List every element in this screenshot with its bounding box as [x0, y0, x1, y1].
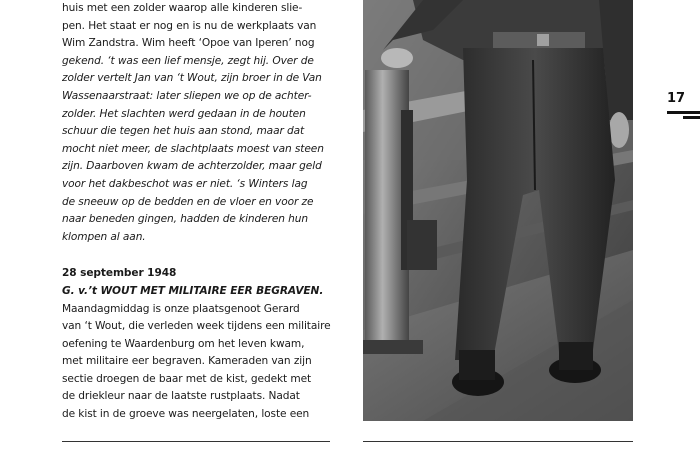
article-headline: G. v.’t WOUT MET MILITAIRE EER BEGRAVEN.	[62, 284, 324, 297]
text-line: Wim Zandstra. Wim heeft ‘Opoe van Iperen’ nog	[62, 37, 315, 50]
text-line-italic: zolder. Het slachten werd gedaan in de houten	[62, 107, 306, 120]
text-line-italic: zolder vertelt Jan van ‘t Wout, zijn broer in de Van	[62, 72, 322, 85]
text-line-italic: zijn. Daarboven kwam de achterzolder, maar geld	[62, 160, 322, 173]
text-line	[62, 211, 334, 229]
text-line	[62, 176, 334, 194]
paragraph-1	[62, 0, 334, 246]
text-line-italic: naar beneden gingen, hadden de kinderen hun	[62, 213, 308, 226]
text-line-italic: mocht niet meer, de slachtplaats moest van steen	[62, 142, 324, 155]
text-line: met militaire eer begraven. Kameraden van zijn	[62, 355, 312, 368]
text-line: sectie droegen de baar met de kist, gedekt met	[62, 372, 312, 385]
text-line: de kist in de groeve was neergelaten, loste een	[62, 408, 310, 421]
text-line	[62, 158, 334, 176]
text-line	[62, 194, 334, 212]
left-column-rule	[62, 441, 330, 442]
text-line: van ‘t Wout, die verleden week tijdens een militaire	[62, 320, 331, 333]
text-line-italic: schuur die tegen het huis aan stond, maar dat	[62, 125, 305, 138]
text-line	[62, 106, 334, 124]
text-line	[62, 70, 334, 88]
text-line: oefening te Waardenburg om het leven kwam,	[62, 337, 305, 350]
text-line-italic: Wassenaarstraat: later sliepen we op de achter-	[62, 89, 312, 102]
right-column-rule	[363, 441, 633, 442]
page-number-marker-accent	[683, 116, 700, 119]
page-number-marker	[667, 111, 700, 114]
text-line: huis met een zolder waarop alle kinderen slie-	[62, 2, 303, 14]
text-line: Maandagmiddag is onze plaatsgenoot Gerard	[62, 302, 300, 315]
text-line-italic: klompen al aan.	[62, 230, 146, 243]
text-line	[62, 229, 334, 247]
paragraph-gap	[62, 246, 334, 265]
text-line	[62, 123, 334, 141]
text-line: de driekleur naar de laatste rustplaats. Nadat	[62, 390, 300, 403]
text-line: pen. Het staat er nog en is nu de werkplaats van	[62, 19, 317, 32]
text-line	[62, 88, 334, 106]
page-number: 17	[667, 91, 686, 106]
paragraph-2	[62, 301, 334, 424]
text-line	[62, 53, 334, 71]
photograph-illustration	[363, 0, 633, 421]
text-line-italic: de sneeuw op de bedden en de vloer en voor ze	[62, 195, 314, 208]
text-line-italic: voor het dakbeschot was er niet. ‘s Winters lag	[62, 177, 308, 190]
soldier-photograph	[363, 0, 633, 421]
article-date: 28 september 1948	[62, 267, 177, 280]
text-line	[62, 141, 334, 159]
article-text-column	[62, 0, 334, 424]
text-line-italic: gekend. ‘t was een lief mensje, zegt hij. Over de	[62, 54, 314, 67]
